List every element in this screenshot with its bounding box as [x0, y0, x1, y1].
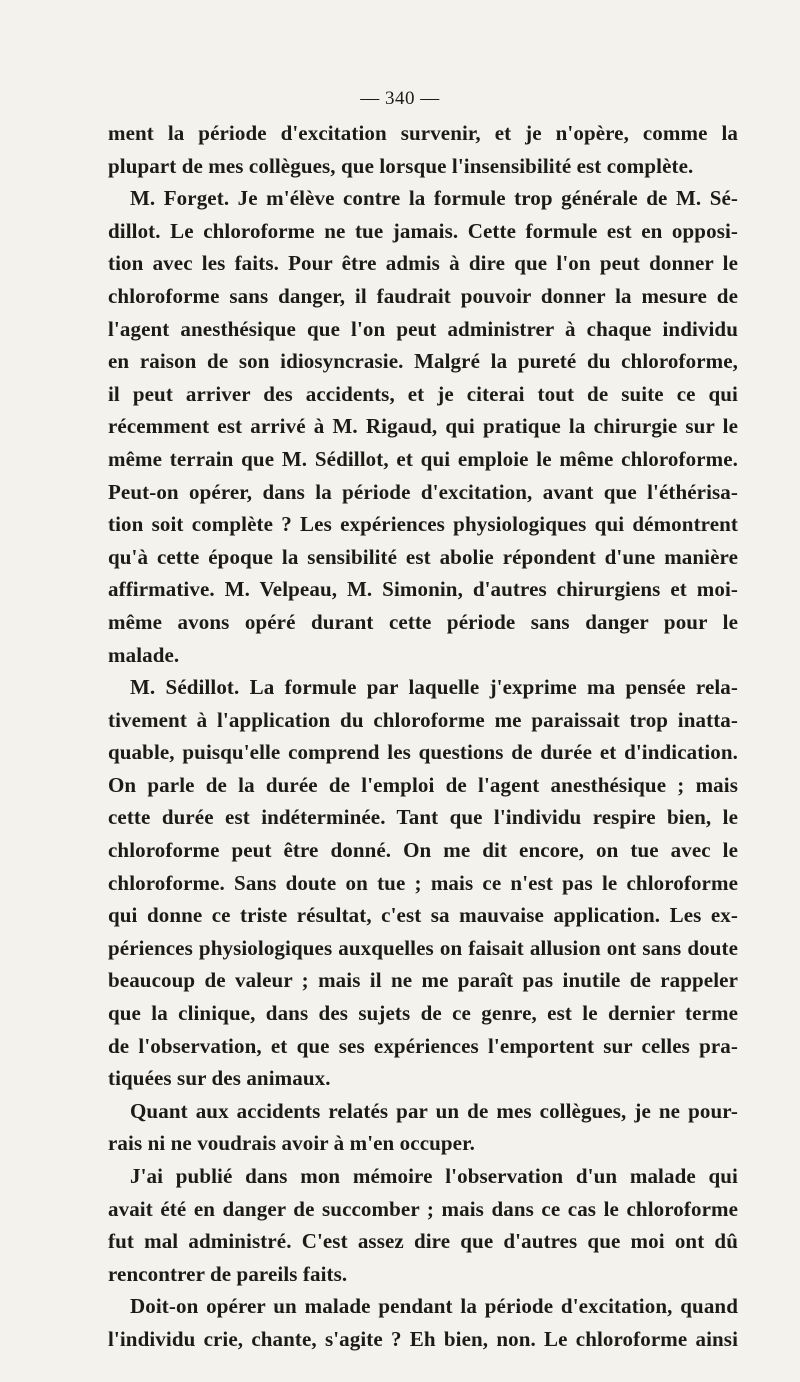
- text-line: Doit-on opérer un malade pendant la période d'excitation, quand: [130, 1294, 738, 1319]
- text-line: plupart de mes collègues, que lorsque l'insensibilité est complète.: [108, 153, 694, 178]
- text-line: il peut arriver des accidents, et je citerai tout de suite ce qui: [108, 381, 738, 406]
- text-line: beaucoup de valeur ; mais il ne me paraît pas inutile de rappeler: [108, 968, 738, 993]
- text-line: chloroforme peut être donné. On me dit encore, on tue avec le: [108, 838, 738, 863]
- text-line: de l'observation, et que ses expériences l'emportent sur celles pra-: [108, 1033, 738, 1058]
- text-line: même avons opéré durant cette période sans danger pour le: [108, 609, 738, 634]
- text-line: malade.: [108, 642, 180, 667]
- text-line: M. Forget. Je m'élève contre la formule trop générale de M. Sé-: [130, 186, 738, 211]
- text-line: J'ai publié dans mon mémoire l'observation d'un malade qui: [130, 1164, 738, 1188]
- text-line: l'agent anesthésique que l'on peut administrer à chaque individu: [108, 316, 738, 341]
- text-line: rencontrer de pareils faits.: [108, 1261, 348, 1286]
- text-line: Quant aux accidents relatés par un de mes collègues, je ne pour-: [130, 1098, 738, 1123]
- text-line: affirmative. M. Velpeau, M. Simonin, d'autres chirurgiens et moi-: [108, 577, 738, 602]
- text-line: qu'à cette époque la sensibilité est abolie répondent d'une manière: [108, 544, 738, 569]
- text-line: cette durée est indéterminée. Tant que l'individu respire bien, le: [108, 805, 738, 830]
- body-text: [108, 117, 738, 1356]
- text-line: quable, puisqu'elle comprend les questions de durée et d'indication.: [108, 740, 738, 765]
- text-line: tion avec les faits. Pour être admis à dire que l'on peut donner le: [108, 251, 738, 276]
- text-line: l'individu crie, chante, s'agite ? Eh bien, non. Le chloroforme ainsi: [108, 1326, 738, 1351]
- text-line: fut mal administré. C'est assez dire que d'autres que moi ont dû: [108, 1229, 738, 1254]
- text-line: qui donne ce triste résultat, c'est sa mauvaise application. Les ex-: [108, 903, 738, 928]
- text-line: On parle de la durée de l'emploi de l'agent anesthésique ; mais: [108, 772, 738, 797]
- text-line: que la clinique, dans des sujets de ce genre, est le dernier terme: [108, 1001, 738, 1026]
- page-number: — 340 —: [360, 88, 440, 109]
- text-line: en raison de son idiosyncrasie. Malgré la pureté du chloroforme,: [108, 349, 738, 374]
- text-line: périences physiologiques auxquelles on faisait allusion ont sans doute: [108, 935, 738, 960]
- text-line: tivement à l'application du chloroforme me paraissait trop inatta-: [108, 707, 738, 732]
- text-line: avait été en danger de succomber ; mais dans ce cas le chloroforme: [108, 1196, 738, 1221]
- text-line: tion soit complète ? Les expériences physiologiques qui démontrent: [108, 512, 738, 537]
- text-line: rais ni ne voudrais avoir à m'en occuper.: [108, 1131, 475, 1156]
- text-line: récemment est arrivé à M. Rigaud, qui pratique la chirurgie sur le: [108, 414, 738, 439]
- text-line: ment la période d'excitation survenir, et je n'opère, comme la: [108, 121, 738, 145]
- text-line: Peut-on opérer, dans la période d'excitation, avant que l'éthérisa-: [108, 479, 738, 504]
- text-line: tiquées sur des animaux.: [108, 1066, 331, 1091]
- text-line: M. Sédillot. La formule par laquelle j'exprime ma pensée rela-: [130, 675, 738, 700]
- text-line: chloroforme. Sans doute on tue ; mais ce n'est pas le chloroforme: [108, 870, 738, 895]
- text-line: même terrain que M. Sédillot, et qui emploie le même chloroforme.: [108, 446, 738, 471]
- text-line: dillot. Le chloroforme ne tue jamais. Cette formule est en opposi-: [108, 218, 738, 243]
- text-line: chloroforme sans danger, il faudrait pouvoir donner la mesure de: [108, 283, 738, 308]
